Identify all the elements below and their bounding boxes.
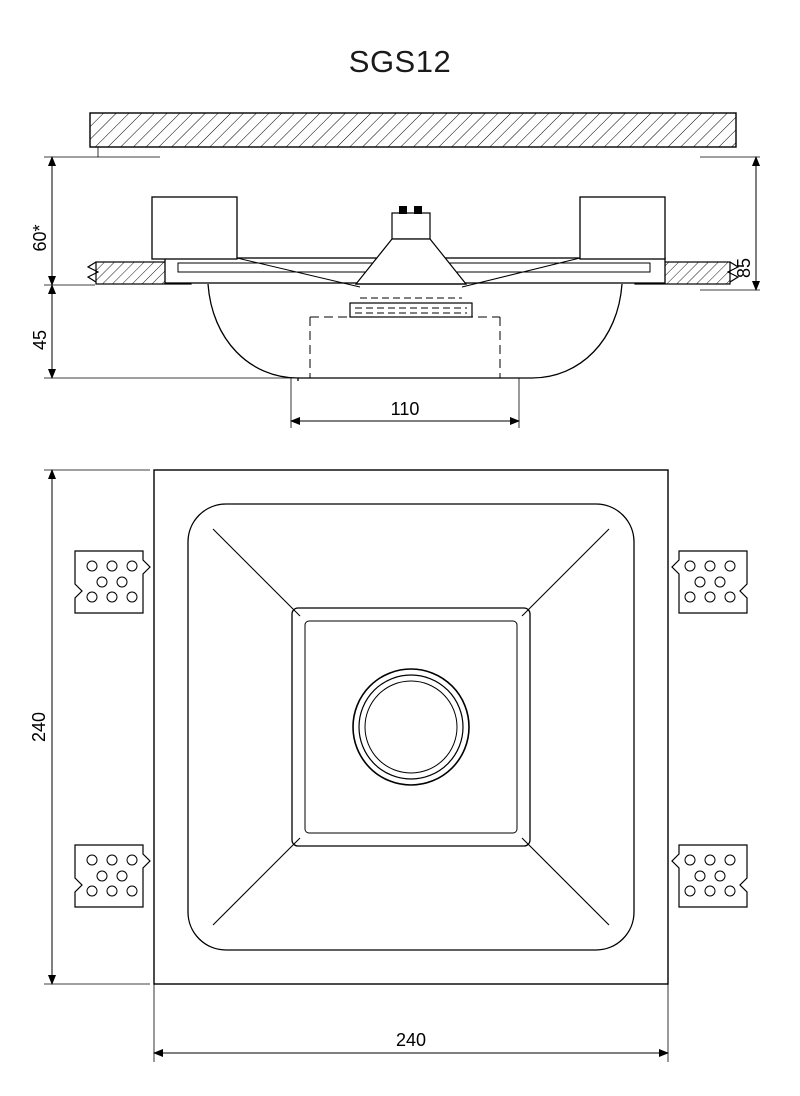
lamp-holder [350, 298, 472, 317]
dimension-body-height-label: 45 [30, 329, 50, 351]
mounting-clip-top-left [75, 551, 150, 613]
page-title: SGS12 [348, 44, 452, 79]
mounting-clip-bottom-right [672, 845, 747, 907]
plan-view [29, 470, 747, 1062]
reflector-cone-section [208, 284, 622, 381]
mounting-bracket-right [580, 197, 665, 259]
hidden-body-outline [310, 317, 500, 378]
mounting-clip-top-right [672, 551, 747, 613]
aperture-circle [353, 669, 469, 785]
dimension-ceiling-offset-label: 85 [734, 257, 754, 279]
mounting-bracket-left [152, 197, 237, 259]
dimension-recess-depth [30, 157, 52, 285]
dimension-plate-width [154, 984, 668, 1062]
dimension-aperture-width-label: 110 [390, 399, 420, 419]
ceiling-slab [90, 113, 736, 147]
dimension-plate-width-label: 240 [395, 1030, 427, 1050]
dimension-plate-height-label: 240 [29, 711, 49, 743]
dimension-recess-depth-label: 60* [30, 224, 50, 252]
section-view [30, 113, 760, 428]
dimension-body-height [30, 285, 52, 378]
dimension-aperture-width [291, 378, 519, 428]
lamp-gu10 [356, 206, 466, 284]
mounting-clip-bottom-left [75, 845, 150, 907]
